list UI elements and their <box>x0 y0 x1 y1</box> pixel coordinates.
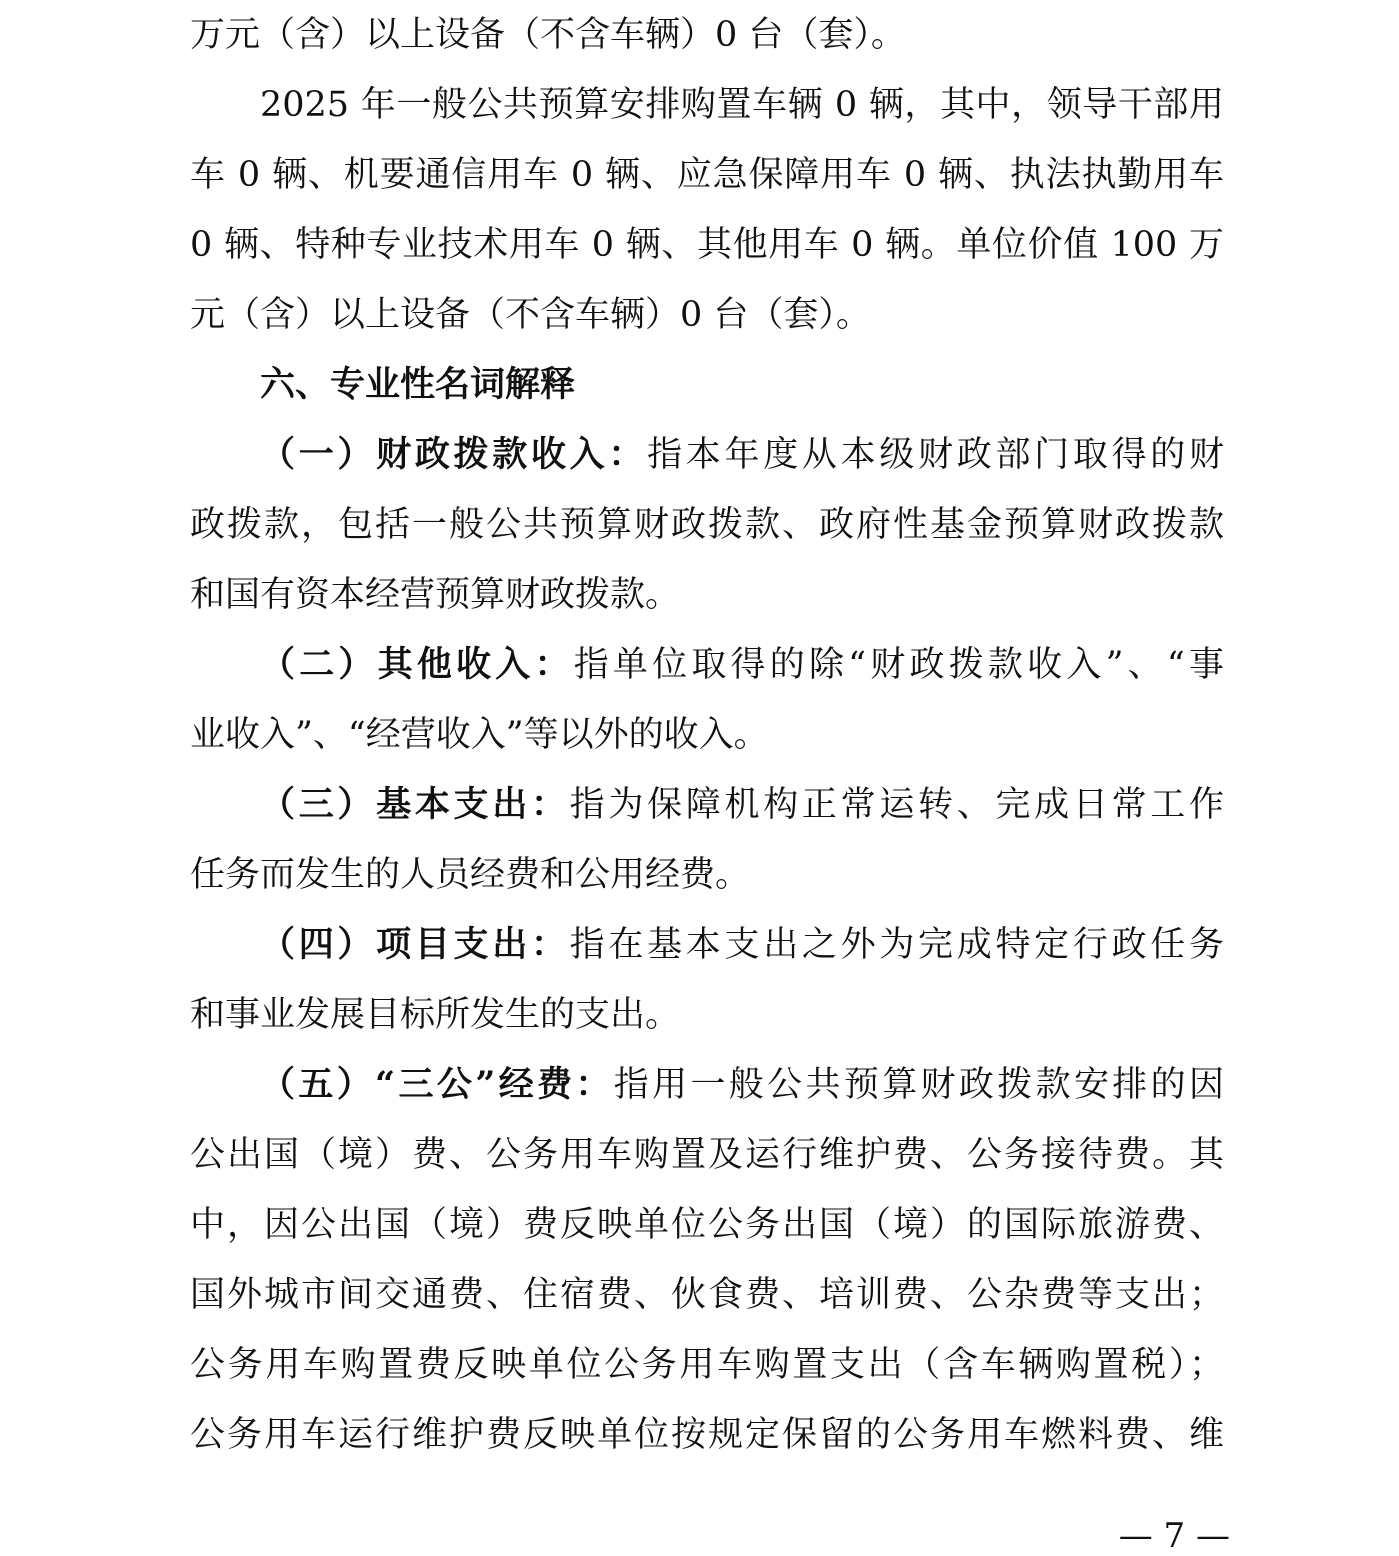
definition-text-2: 指单位取得的除“财政拨款收入”、“事 <box>573 645 1224 685</box>
definition-term-3: （三）基本支出： <box>260 784 570 825</box>
definition-line-6 <box>260 770 1224 840</box>
definition-line-10 <box>260 1050 1224 1120</box>
definition-line-11: 公出国（境）费、公务用车购置及运行维护费、公务接待费。其 <box>190 1135 1224 1175</box>
page-number: — 7 — <box>1118 1516 1230 1556</box>
definition-line-4 <box>260 630 1224 700</box>
definition-line-8 <box>260 910 1224 980</box>
paragraph-line-5: 元（含）以上设备（不含车辆）0 台（套）。 <box>190 295 871 335</box>
paragraph-line-1: 万元（含）以上设备（不含车辆）0 台（套）。 <box>190 15 906 55</box>
definition-line-1 <box>260 420 1224 490</box>
definition-line-3: 和国有资本经营预算财政拨款。 <box>190 575 681 615</box>
definition-line-9: 和事业发展目标所发生的支出。 <box>190 995 681 1035</box>
paragraph-line-2: 2025 年一般公共预算安排购置车辆 0 辆，其中，领导干部用 <box>260 85 1224 125</box>
definition-line-7: 任务而发生的人员经费和公用经费。 <box>190 855 751 895</box>
definition-term-2: （二）其他收入： <box>260 644 574 685</box>
definition-line-5: 业收入”、“经营收入”等以外的收入。 <box>190 715 769 755</box>
definition-line-12: 中，因公出国（境）费反映单位公务出国（境）的国际旅游费、 <box>190 1205 1224 1245</box>
definition-text-1: 指本年度从本级财政部门取得的财 <box>647 435 1224 475</box>
section-heading: 六、专业性名词解释 <box>260 365 576 405</box>
definition-text-4: 指在基本支出之外为完成特定行政任务 <box>569 925 1224 965</box>
paragraph-line-4: 0 辆、特种专业技术用车 0 辆、其他用车 0 辆。单位价值 100 万 <box>190 225 1224 265</box>
definition-text-5: 指用一般公共预算财政拨款安排的因 <box>613 1065 1224 1105</box>
definition-term-5: （五）“三公”经费： <box>260 1064 614 1105</box>
definition-line-2: 政拨款，包括一般公共预算财政拨款、政府性基金预算财政拨款 <box>190 505 1224 545</box>
definition-term-4: （四）项目支出： <box>260 924 570 965</box>
definition-term-1: （一）财政拨款收入： <box>260 434 648 475</box>
definition-line-14: 公务用车购置费反映单位公务用车购置支出（含车辆购置税）； <box>190 1345 1224 1385</box>
definition-line-13: 国外城市间交通费、住宿费、伙食费、培训费、公杂费等支出； <box>190 1275 1224 1315</box>
definition-text-3: 指为保障机构正常运转、完成日常工作 <box>569 785 1224 825</box>
paragraph-line-3: 车 0 辆、机要通信用车 0 辆、应急保障用车 0 辆、执法执勤用车 <box>190 155 1224 195</box>
definition-line-15: 公务用车运行维护费反映单位按规定保留的公务用车燃料费、维 <box>190 1415 1224 1455</box>
